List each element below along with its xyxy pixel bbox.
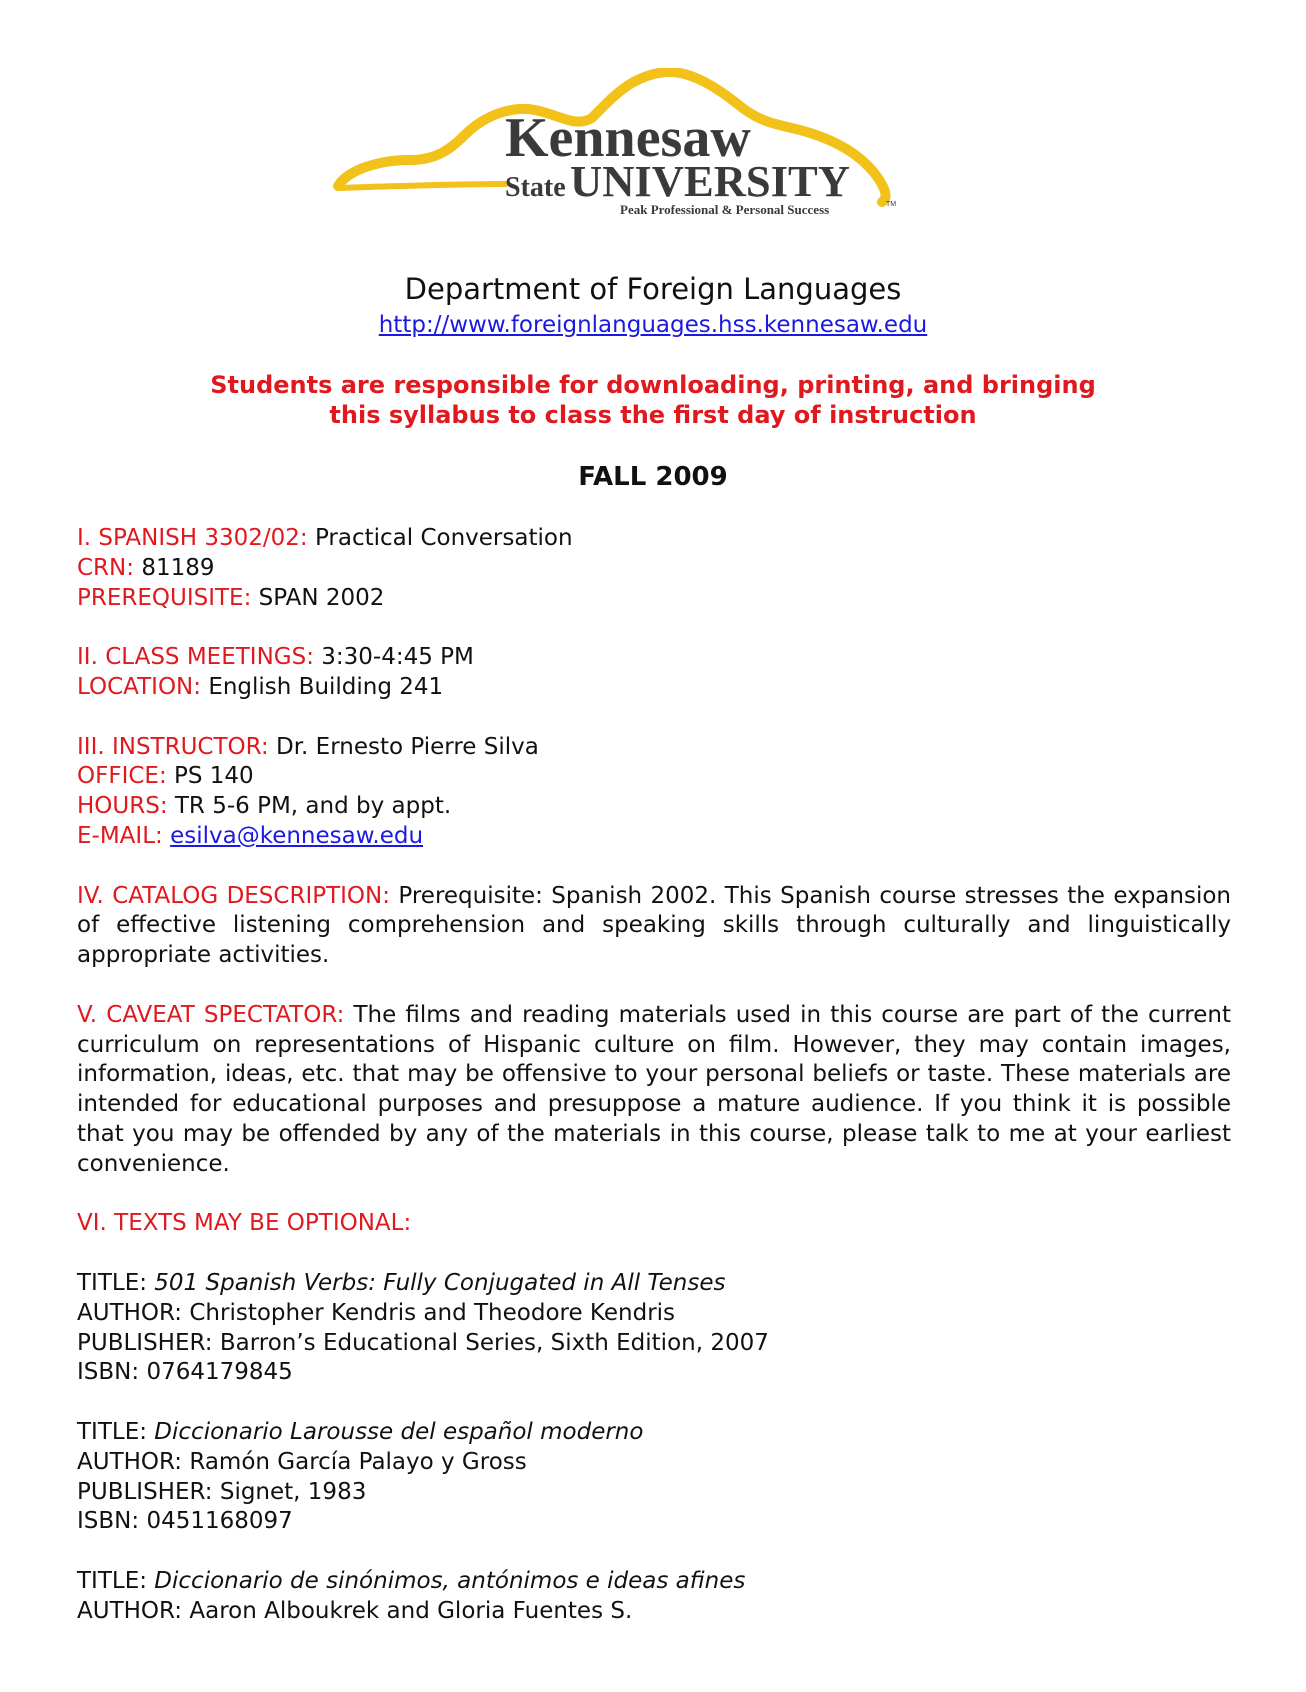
instructor-label: III. INSTRUCTOR: (77, 733, 269, 760)
logo-tagline: Peak Professional & Personal Success (620, 202, 830, 217)
book-isbn: 0451168097 (146, 1508, 293, 1535)
texts-heading: VI. TEXTS MAY BE OPTIONAL: (77, 1210, 412, 1237)
isbn-label: ISBN: (77, 1359, 140, 1386)
book-title: 501 Spanish Verbs: Fully Conjugated in All Tenses (154, 1269, 726, 1296)
book-isbn-line (77, 1358, 1231, 1388)
caveat-label: V. CAVEAT SPECTATOR: (77, 1001, 345, 1028)
instructor-line (77, 733, 1231, 763)
crn-value: 81189 (141, 554, 215, 581)
book-author: Aaron Alboukrek and Gloria Fuentes S. (189, 1597, 633, 1624)
book-author-line (77, 1448, 1231, 1478)
book-author-line (77, 1597, 1231, 1627)
warning-line-1: Students are responsible for downloading, printing, and bringing (210, 371, 1096, 399)
syllabus-body (77, 524, 1231, 1626)
catalog-text: Prerequisite: Spanish 2002. This Spanish course stresses the expansion of effective listening comprehension and speaking skills through culturally and linguistically appropriate activities. (77, 882, 1231, 969)
warning-line-2: this syllabus to class the first day of instruction (329, 401, 977, 429)
book-publisher-line (77, 1329, 1231, 1359)
logo-state: State (505, 172, 566, 203)
department-url-link[interactable]: http://www.foreignlanguages.hss.kennesaw.edu (378, 312, 928, 338)
term-heading: FALL 2009 (578, 462, 728, 492)
isbn-label: ISBN: (77, 1508, 140, 1535)
caveat-paragraph (77, 1001, 1231, 1180)
crn-label: CRN: (77, 554, 134, 581)
book-publisher: Signet, 1983 (219, 1478, 367, 1505)
title-label: TITLE: (77, 1567, 147, 1594)
meetings-line (77, 643, 1231, 673)
department-title: Department of Foreign Languages (404, 272, 902, 306)
author-label: AUTHOR: (77, 1299, 183, 1326)
publisher-label: PUBLISHER: (77, 1478, 213, 1505)
department-url-line (0, 312, 1306, 338)
hours-line (77, 792, 1231, 822)
catalog-label: IV. CATALOG DESCRIPTION: (77, 882, 390, 909)
email-label: E-MAIL: (77, 822, 163, 849)
book-author-line (77, 1299, 1231, 1329)
catalog-paragraph (77, 882, 1231, 971)
book-title: Diccionario de sinónimos, antónimos e ideas afines (154, 1567, 746, 1594)
title-label: TITLE: (77, 1418, 147, 1445)
book-title: Diccionario Larousse del español moderno (154, 1418, 644, 1445)
logo-university: UNIVERSITY (570, 157, 850, 206)
publisher-label: PUBLISHER: (77, 1329, 213, 1356)
course-label: I. SPANISH 3302/02: (77, 525, 308, 551)
book-title-line (77, 1567, 1231, 1597)
book-publisher: Barron’s Educational Series, Sixth Edition, 2007 (219, 1329, 769, 1356)
book-title-line (77, 1269, 1231, 1299)
prereq-value: SPAN 2002 (258, 584, 385, 611)
office-label: OFFICE: (77, 763, 167, 790)
logo-name-top: Kennesaw (505, 107, 751, 169)
course-title: Practical Conversation (314, 525, 573, 551)
book-isbn-line (77, 1507, 1231, 1537)
location-line (77, 673, 1231, 703)
course-line (77, 524, 1231, 554)
book-author: Christopher Kendris and Theodore Kendris (189, 1299, 676, 1326)
hours-label: HOURS: (77, 793, 168, 820)
prereq-label: PREREQUISITE: (77, 584, 252, 611)
mountain-logo-icon (330, 68, 970, 238)
instructor-value: Dr. Ernesto Pierre Silva (275, 733, 539, 760)
crn-line (77, 554, 1231, 584)
book-isbn: 0764179845 (146, 1359, 293, 1386)
meetings-label: II. CLASS MEETINGS: (77, 644, 314, 671)
author-label: AUTHOR: (77, 1448, 183, 1475)
logo-tm: TM (886, 201, 897, 208)
caveat-text: The films and reading materials used in this course are part of the current curriculum on representations of Hispanic culture on film. However, they may contain images, information, ideas, etc. that may be offensive to your personal beliefs or taste. These materials are intended for educational purposes and presuppose a mature audience. If you think it is possible that you may be offended by any of the materials in this course, please talk to me at your earliest convenience. (77, 1001, 1231, 1177)
book-title-line (77, 1418, 1231, 1448)
location-value: English Building 241 (208, 673, 444, 700)
office-value: PS 140 (174, 763, 254, 790)
prereq-line (77, 584, 1231, 614)
office-line (77, 762, 1231, 792)
book-author: Ramón García Palayo y Gross (189, 1448, 527, 1475)
email-link[interactable]: esilva@kennesaw.edu (170, 822, 424, 849)
university-logo (330, 68, 970, 238)
title-label: TITLE: (77, 1269, 147, 1296)
book-publisher-line (77, 1478, 1231, 1508)
meetings-value: 3:30-4:45 PM (321, 644, 474, 671)
location-label: LOCATION: (77, 673, 201, 700)
hours-value: TR 5-6 PM, and by appt. (174, 793, 452, 820)
download-warning (0, 370, 1306, 430)
email-line (77, 822, 1231, 852)
author-label: AUTHOR: (77, 1597, 183, 1624)
